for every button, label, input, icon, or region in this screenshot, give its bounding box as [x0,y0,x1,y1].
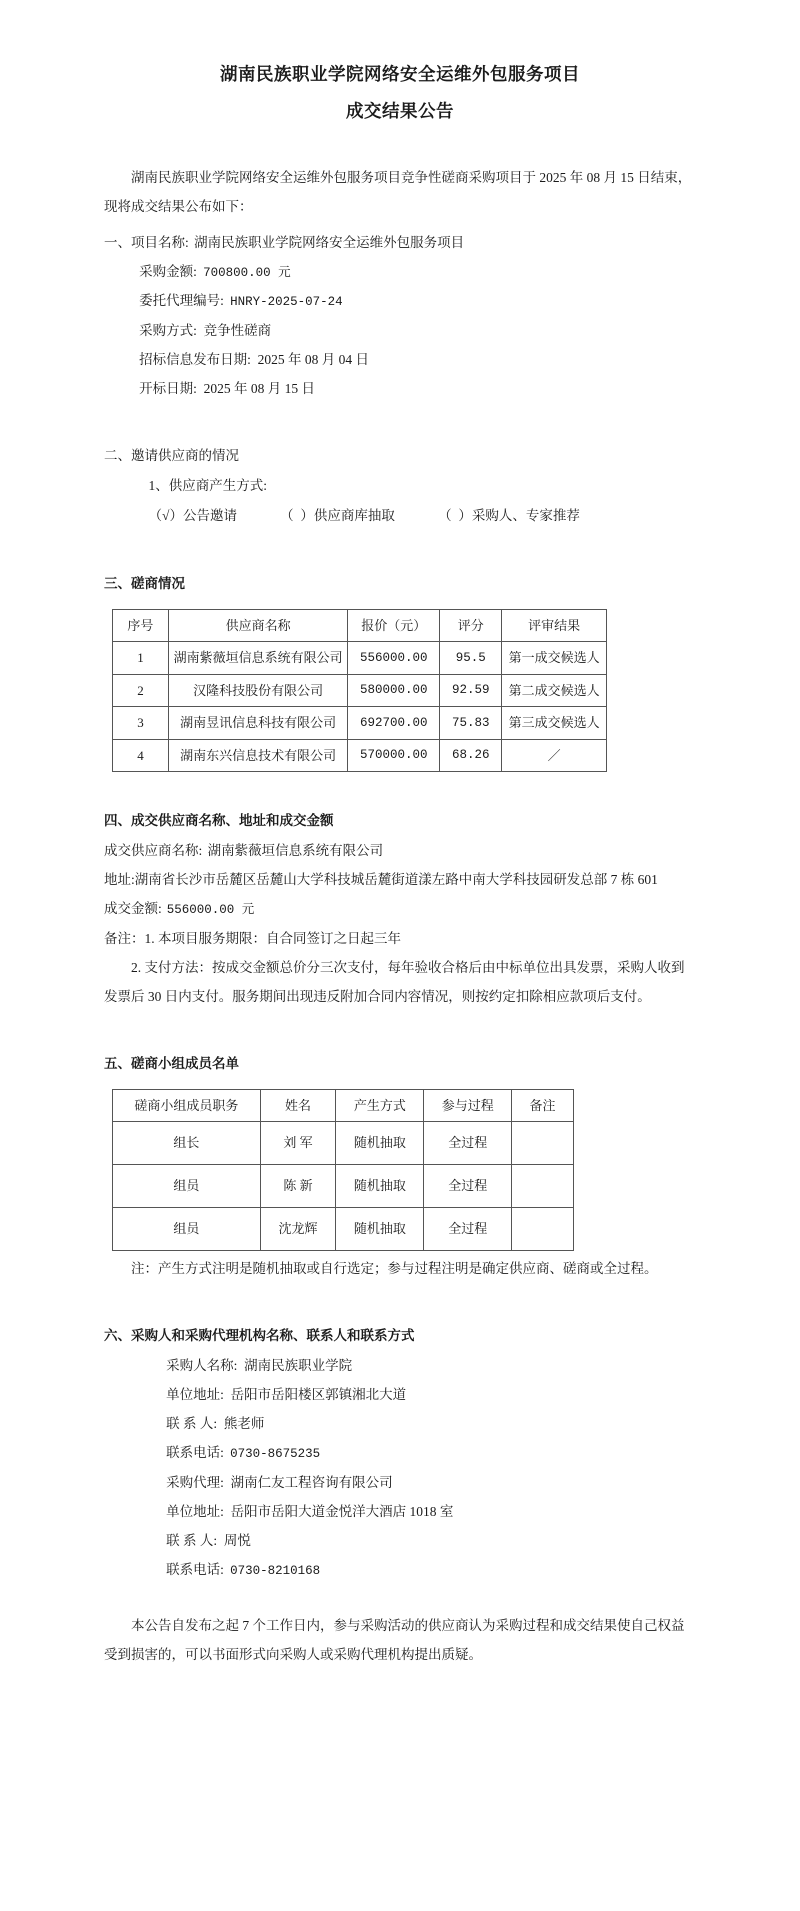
label-buyer-phone: 联系电话: [166,1445,224,1461]
cell-name: 陈 新 [260,1165,336,1208]
col-process: 参与过程 [424,1089,512,1122]
option-label-recommend: 采购人、专家推荐 [471,508,580,524]
section2-heading: 二、邀请供应商的情况 [104,448,239,464]
closing-paragraph: 本公告自发布之起 7 个工作日内，参与采购活动的供应商认为采购过程和成交结果使自己权益受到损害的，可以书面形式向采购人或采购代理机构提出质疑。 [104,1617,685,1662]
value-amount: 556000.00 元 [166,903,255,917]
label-buyer-name: 采购人名称: [166,1358,238,1374]
table-row [113,1122,574,1165]
table-row [113,1165,574,1208]
value-winner: 湖南紫薇垣信息系统有限公司 [207,842,384,858]
cell-name: 沈龙辉 [260,1208,336,1251]
label-agent-code: 委托代理编号: [139,293,224,309]
label-buyer-address: 单位地址: [166,1387,224,1403]
value-buyer-phone: 0730-8675235 [230,1447,321,1462]
col-result: 评审结果 [502,609,607,642]
value-purchase-method: 竞争性磋商 [203,323,272,339]
cell-supplier: 湖南紫薇垣信息系统有限公司 [168,642,347,675]
cell-source: 随机抽取 [336,1208,424,1251]
negotiation-table [112,609,607,773]
cell-source: 随机抽取 [336,1122,424,1165]
cell-result: 第三成交候选人 [502,707,607,740]
cell-supplier: 湖南东兴信息技术有限公司 [168,739,347,772]
value-buyer-address: 岳阳市岳阳楼区郭镇湘北大道 [230,1387,407,1403]
col-price: 报价（元） [348,609,440,642]
cell-index: 1 [113,642,169,675]
cell-result: 第二成交候选人 [502,674,607,707]
label-agent-address: 单位地址: [166,1504,224,1520]
col-note: 备注 [512,1089,574,1122]
page-title: 湖南民族职业学院网络安全运维外包服务项目 [220,64,580,84]
value-agent-phone: 0730-8210168 [230,1564,321,1579]
section5-heading: 五、磋商小组成员名单 [104,1055,239,1071]
winner-name-row [104,836,696,865]
remark-item-1: 1. 本项目服务期限：自合同签订之日起三年 [144,930,401,946]
value-address: 湖南省长沙市岳麓区岳麓山大学科技城岳麓街道漾左路中南大学科技园研发总部 7 栋 601 [134,871,658,887]
col-score: 评分 [440,609,502,642]
label-agent-person: 联 系 人: [166,1533,218,1549]
cell-score: 68.26 [440,739,502,772]
remark-item-2: 2. 支付方法：按成交金额总价分三次支付，每年验收合格后由中标单位出具发票，采购人收到发票后 30 日内支付。服务期间出现违反附加合同内容情况，则按约定扣除相应款项后支付。 [104,959,685,1004]
label-agent-phone: 联系电话: [166,1562,224,1578]
label-address: 地址: [104,871,135,887]
table-row [113,707,607,740]
contact-agent-person [104,1526,696,1555]
table-row [113,1208,574,1251]
cell-result: ／ [502,739,607,772]
label-open-date: 开标日期: [139,381,197,397]
option-supplier-pool: （ ）供应商库抽取 [280,508,395,524]
label-amount: 成交金额: [104,901,162,916]
checkbox-recommend[interactable] [452,508,459,523]
table-row [113,674,607,707]
contact-agent-phone [104,1555,696,1585]
col-role: 磋商小组成员职务 [113,1089,261,1122]
intro-paragraph: 湖南民族职业学院网络安全运维外包服务项目竞争性磋商采购项目于 2025 年 08 月 15 日结束，现将成交结果公布如下： [104,169,692,214]
label-remark: 备注： [104,930,145,946]
cell-process: 全过程 [424,1165,512,1208]
table-row [113,739,607,772]
cell-index: 3 [113,707,169,740]
col-name: 姓名 [260,1089,336,1122]
section1-heading: 一、项目名称: [104,234,189,250]
contact-buyer-name [104,1351,696,1380]
cell-price: 692700.00 [348,707,440,740]
committee-note: 注：产生方式注明是随机抽取或自行选定；参与过程注明是确定供应商、磋商或全过程。 [131,1261,658,1277]
value-purchase-amount: 700800.00 元 [203,265,291,280]
contact-buyer-person [104,1409,696,1438]
section1-item-open-date [104,374,696,403]
col-source: 产生方式 [336,1089,424,1122]
value-publish-date: 2025 年 08 月 04 日 [257,352,369,368]
value-open-date: 2025 年 08 月 15 日 [203,381,315,397]
cell-price: 570000.00 [348,739,440,772]
value-agent-name: 湖南仁友工程咨询有限公司 [230,1475,393,1491]
cell-role: 组员 [113,1208,261,1251]
table-header-row [113,1089,574,1122]
checkbox-supplier-pool[interactable] [294,508,301,523]
remark-row [104,924,696,953]
cell-note [512,1208,574,1251]
cell-price: 580000.00 [348,674,440,707]
option-recommend: （ ）采购人、专家推荐 [438,508,580,524]
cell-note [512,1165,574,1208]
value-agent-address: 岳阳市岳阳大道金悦洋大酒店 1018 室 [230,1504,454,1520]
committee-table [112,1089,574,1252]
value-agent-code: HNRY-2025-07-24 [230,295,343,310]
supplier-source-options [104,500,696,531]
label-winner: 成交供应商名称: [104,842,203,858]
contact-agent-address [104,1497,696,1526]
document-body [104,163,696,1670]
cell-supplier: 汉隆科技股份有限公司 [168,674,347,707]
cell-process: 全过程 [424,1122,512,1165]
col-index: 序号 [113,609,169,642]
winner-address-row [104,865,696,894]
cell-process: 全过程 [424,1208,512,1251]
section1-item-amount [104,257,696,287]
label-buyer-person: 联 系 人: [166,1416,218,1432]
option-label-public-invite: 公告邀请 [182,508,237,524]
label-agent-name: 采购代理: [166,1475,224,1491]
cell-result: 第一成交候选人 [502,642,607,675]
contact-buyer-phone [104,1438,696,1468]
label-purchase-amount: 采购金额: [139,263,197,279]
page-subtitle: 成交结果公告 [346,101,454,122]
cell-score: 92.59 [440,674,502,707]
section1-heading-row [104,228,696,257]
cell-note [512,1122,574,1165]
cell-index: 2 [113,674,169,707]
label-purchase-method: 采购方式: [139,323,197,339]
section1-item-publish-date [104,345,696,374]
cell-supplier: 湖南昱讯信息科技有限公司 [168,707,347,740]
winner-amount-row [104,894,696,924]
cell-role: 组长 [113,1122,261,1165]
option-label-supplier-pool: 供应商库抽取 [313,508,395,524]
table-row [113,642,607,675]
contact-agent-name [104,1468,696,1497]
option-public-invite: （√）公告邀请 [148,508,237,524]
cell-name: 刘 军 [260,1122,336,1165]
section3-heading: 三、磋商情况 [104,576,185,592]
section1-project-name: 湖南民族职业学院网络安全运维外包服务项目 [194,234,465,250]
cell-source: 随机抽取 [336,1165,424,1208]
cell-role: 组员 [113,1165,261,1208]
col-supplier: 供应商名称 [168,609,347,642]
contact-buyer-address [104,1380,696,1409]
section4-heading: 四、成交供应商名称、地址和成交金额 [104,813,334,829]
section6-heading: 六、采购人和采购代理机构名称、联系人和联系方式 [104,1328,415,1344]
section1-item-agent-code [104,286,696,316]
cell-score: 75.83 [440,707,502,740]
cell-index: 4 [113,739,169,772]
section2-subheading: 1、供应商产生方式: [148,478,268,494]
checkbox-public-invite[interactable]: √ [162,508,170,524]
value-buyer-person: 熊老师 [223,1416,265,1432]
cell-price: 556000.00 [348,642,440,675]
value-buyer-name: 湖南民族职业学院 [244,1358,353,1374]
section1-item-method [104,316,696,345]
value-agent-person: 周悦 [223,1533,251,1549]
table-header-row [113,609,607,642]
label-publish-date: 招标信息发布日期: [139,352,251,368]
cell-score: 95.5 [440,642,502,675]
